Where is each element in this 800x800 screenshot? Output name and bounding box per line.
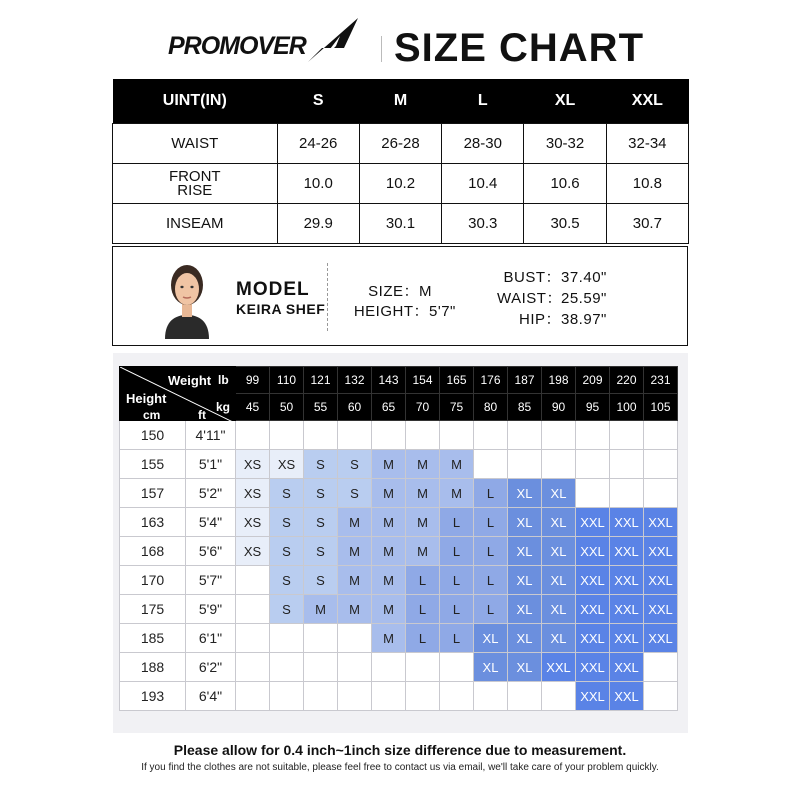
height-ft-cell: 5'6" (186, 537, 236, 566)
hip-value: 38.97" (561, 311, 607, 328)
kg-header-cell: 85 (508, 394, 542, 421)
height-cm-cell: 193 (120, 682, 186, 711)
size-cell: XXL (610, 624, 644, 653)
height-cm-cell: 170 (120, 566, 186, 595)
measurement-table (112, 79, 689, 244)
size-cell: XS (236, 450, 270, 479)
fit-row (120, 682, 678, 711)
size-cell: L (440, 566, 474, 595)
size-header: M (359, 79, 441, 124)
size-cell: M (440, 450, 474, 479)
kg-label: kg (216, 400, 231, 414)
size-cell: XXL (610, 682, 644, 711)
size-cell: M (372, 595, 406, 624)
size-cell: L (406, 566, 440, 595)
measure-cell: 26-28 (359, 124, 441, 164)
height-cm-cell: 150 (120, 421, 186, 450)
header-divider (381, 36, 382, 62)
size-cell (644, 450, 678, 479)
measure-cell: 30.3 (442, 204, 524, 244)
size-cell: M (372, 566, 406, 595)
size-cell: S (304, 479, 338, 508)
size-cell: M (338, 537, 372, 566)
size-cell (372, 653, 406, 682)
size-cell (270, 682, 304, 711)
model-waist (497, 287, 607, 308)
kg-header-cell: 55 (304, 394, 338, 421)
lb-header-cell: 110 (270, 367, 304, 394)
height-cm-cell: 168 (120, 537, 186, 566)
size-cell: XL (474, 653, 508, 682)
ft-label: ft (198, 408, 206, 422)
model-info-box (112, 246, 688, 346)
kg-header-cell: 75 (440, 394, 474, 421)
size-cell: XL (542, 537, 576, 566)
size-cell: L (440, 595, 474, 624)
size-cell (236, 624, 270, 653)
size-label: SIZE： (368, 283, 419, 300)
brand-swoosh-icon (300, 18, 360, 64)
row-label: WAIST (113, 124, 278, 164)
size-cell: L (474, 566, 508, 595)
size-cell (508, 682, 542, 711)
size-cell: XXL (610, 566, 644, 595)
front-rise-row (113, 164, 689, 204)
fit-row (120, 624, 678, 653)
height-ft-cell: 5'1" (186, 450, 236, 479)
size-cell: M (372, 508, 406, 537)
size-cell: L (406, 624, 440, 653)
measure-cell: 28-30 (442, 124, 524, 164)
model-bust (497, 266, 607, 287)
row-label-line: RISE (177, 181, 213, 199)
size-cell (644, 653, 678, 682)
size-cell (236, 566, 270, 595)
weight-label: Weight (168, 373, 212, 388)
size-cell: XXL (576, 653, 610, 682)
size-cell (644, 479, 678, 508)
size-cell: L (440, 508, 474, 537)
size-cell (440, 653, 474, 682)
size-cell: XXL (610, 595, 644, 624)
fit-row (120, 421, 678, 450)
kg-header-cell: 45 (236, 394, 270, 421)
size-cell: M (406, 479, 440, 508)
size-cell (440, 682, 474, 711)
size-cell: XL (508, 653, 542, 682)
size-cell: M (304, 595, 338, 624)
height-value: 5'7" (429, 303, 456, 320)
height-ft-cell: 6'2" (186, 653, 236, 682)
size-header: S (277, 79, 359, 124)
size-cell: XL (508, 479, 542, 508)
waist-label: WAIST： (497, 290, 562, 307)
kg-header-cell: 90 (542, 394, 576, 421)
size-cell (610, 479, 644, 508)
size-cell (372, 682, 406, 711)
measure-cell: 10.0 (277, 164, 359, 204)
size-cell: L (406, 595, 440, 624)
fit-row (120, 479, 678, 508)
bust-label: BUST： (503, 269, 561, 286)
size-cell: XL (508, 595, 542, 624)
size-cell: S (338, 450, 372, 479)
fit-table (119, 366, 678, 711)
fit-row (120, 566, 678, 595)
measure-cell: 10.4 (442, 164, 524, 204)
size-cell: M (338, 508, 372, 537)
size-cell: L (474, 537, 508, 566)
lb-header-cell: 231 (644, 367, 678, 394)
model-size (353, 280, 432, 301)
size-cell (576, 450, 610, 479)
size-cell (304, 421, 338, 450)
size-cell: M (372, 624, 406, 653)
size-cell (270, 624, 304, 653)
size-cell (406, 653, 440, 682)
size-cell: M (372, 450, 406, 479)
lb-header-cell: 220 (610, 367, 644, 394)
height-cm-cell: 185 (120, 624, 186, 653)
size-cell (236, 595, 270, 624)
size-cell: XL (474, 624, 508, 653)
row-label: INSEAM (113, 204, 278, 244)
kg-header-cell: 80 (474, 394, 508, 421)
size-cell: S (304, 566, 338, 595)
size-cell (270, 653, 304, 682)
kg-header-cell: 105 (644, 394, 678, 421)
size-cell (508, 421, 542, 450)
kg-header-cell: 65 (372, 394, 406, 421)
height-ft-cell: 5'4" (186, 508, 236, 537)
measure-cell: 30.5 (524, 204, 606, 244)
fit-row (120, 653, 678, 682)
size-cell: XL (508, 508, 542, 537)
height-ft-cell: 4'11" (186, 421, 236, 450)
size-cell: XXL (576, 624, 610, 653)
size-cell (338, 682, 372, 711)
fit-corner (120, 367, 236, 421)
lb-header-cell: 198 (542, 367, 576, 394)
size-cell: XL (542, 479, 576, 508)
fit-chart (113, 353, 688, 733)
size-cell: M (406, 537, 440, 566)
size-cell (576, 421, 610, 450)
measure-cell: 10.2 (359, 164, 441, 204)
size-cell: L (440, 537, 474, 566)
size-cell: L (440, 624, 474, 653)
kg-header-cell: 60 (338, 394, 372, 421)
height-cm-cell: 163 (120, 508, 186, 537)
size-cell (576, 479, 610, 508)
size-cell (304, 624, 338, 653)
size-cell: XXL (644, 595, 678, 624)
size-cell: XXL (542, 653, 576, 682)
size-cell: S (338, 479, 372, 508)
size-cell (338, 421, 372, 450)
height-cm-cell: 175 (120, 595, 186, 624)
size-cell: XL (508, 537, 542, 566)
size-cell: S (270, 537, 304, 566)
lb-header-cell: 99 (236, 367, 270, 394)
lb-header-cell: 176 (474, 367, 508, 394)
size-header: XXL (606, 79, 688, 124)
model-height (353, 300, 456, 321)
size-cell: XXL (576, 508, 610, 537)
size-header: L (442, 79, 524, 124)
size-cell: XXL (644, 508, 678, 537)
fit-row (120, 508, 678, 537)
size-cell (474, 682, 508, 711)
size-cell: XL (542, 566, 576, 595)
size-cell: XXL (610, 537, 644, 566)
kg-header-cell: 100 (610, 394, 644, 421)
size-cell: XXL (576, 566, 610, 595)
kg-header-cell: 50 (270, 394, 304, 421)
fit-row (120, 595, 678, 624)
size-cell: XS (236, 508, 270, 537)
size-cell (338, 624, 372, 653)
size-cell (406, 421, 440, 450)
size-cell (610, 450, 644, 479)
contact-note: If you find the clothes are not suitable, please feel free to contact us via email, we'll take care of your problem quickly. (141, 762, 659, 773)
height-label: HEIGHT： (353, 303, 429, 320)
size-cell (474, 421, 508, 450)
size-cell: XS (236, 537, 270, 566)
size-cell: XL (542, 595, 576, 624)
lb-header-cell: 121 (304, 367, 338, 394)
model-title: MODEL (236, 279, 310, 300)
size-cell (372, 421, 406, 450)
model-photo (159, 255, 215, 339)
size-cell (644, 682, 678, 711)
fit-row (120, 537, 678, 566)
size-cell: XL (542, 624, 576, 653)
lb-header-cell: 132 (338, 367, 372, 394)
size-cell: S (270, 566, 304, 595)
size-cell: S (270, 479, 304, 508)
size-cell: M (440, 479, 474, 508)
size-cell (610, 421, 644, 450)
height-ft-cell: 5'2" (186, 479, 236, 508)
measure-cell: 30.7 (606, 204, 688, 244)
size-cell (542, 421, 576, 450)
height-cm-cell: 155 (120, 450, 186, 479)
size-cell: XXL (576, 595, 610, 624)
size-cell: M (338, 595, 372, 624)
lb-header-row (120, 367, 678, 394)
size-cell: XL (508, 624, 542, 653)
row-label (113, 164, 278, 204)
model-name: KEIRA SHEF (236, 301, 326, 317)
size-cell (440, 421, 474, 450)
size-cell: XXL (576, 537, 610, 566)
page-header (0, 14, 800, 78)
size-cell: S (270, 508, 304, 537)
size-cell (338, 653, 372, 682)
size-cell: XS (236, 479, 270, 508)
height-ft-cell: 5'9" (186, 595, 236, 624)
size-cell (542, 682, 576, 711)
size-cell: L (474, 508, 508, 537)
size-cell: M (372, 479, 406, 508)
size-cell (406, 682, 440, 711)
measure-cell: 24-26 (277, 124, 359, 164)
size-cell: XXL (610, 508, 644, 537)
size-cell: S (304, 450, 338, 479)
height-label: Height (126, 391, 167, 406)
size-cell (236, 421, 270, 450)
measure-cell: 29.9 (277, 204, 359, 244)
measure-cell: 10.6 (524, 164, 606, 204)
lb-header-cell: 209 (576, 367, 610, 394)
size-cell: XXL (644, 537, 678, 566)
size-cell: XS (270, 450, 304, 479)
page-title: SIZE CHART (394, 26, 644, 70)
height-ft-cell: 6'1" (186, 624, 236, 653)
size-cell (236, 653, 270, 682)
model-hip (497, 308, 607, 329)
size-cell: XL (508, 566, 542, 595)
measure-cell: 10.8 (606, 164, 688, 204)
size-cell: XXL (644, 624, 678, 653)
lb-header-cell: 154 (406, 367, 440, 394)
height-cm-cell: 188 (120, 653, 186, 682)
size-cell (644, 421, 678, 450)
fit-row (120, 450, 678, 479)
row-label-line: FRONT (168, 167, 221, 185)
size-cell: XXL (576, 682, 610, 711)
size-cell (474, 450, 508, 479)
unit-header: UINT(IN) (113, 79, 278, 124)
cm-label: cm (143, 408, 161, 422)
hip-label: HIP： (518, 311, 561, 328)
brand-logo: PROMOVER (168, 32, 306, 60)
lb-header-cell: 187 (508, 367, 542, 394)
size-cell (304, 682, 338, 711)
size-cell: L (474, 479, 508, 508)
measurement-header-row (113, 79, 689, 124)
waist-row (113, 124, 689, 164)
size-cell: L (474, 595, 508, 624)
size-cell: M (406, 508, 440, 537)
size-cell (236, 682, 270, 711)
size-cell (304, 653, 338, 682)
size-cell (270, 421, 304, 450)
size-cell (542, 450, 576, 479)
size-value: M (419, 283, 432, 300)
size-cell: XL (542, 508, 576, 537)
size-cell: M (338, 566, 372, 595)
inseam-row (113, 204, 689, 244)
height-cm-cell: 157 (120, 479, 186, 508)
size-cell: XXL (610, 653, 644, 682)
measure-cell: 30-32 (524, 124, 606, 164)
measurement-note: Please allow for 0.4 inch~1inch size difference due to measurement. (173, 742, 627, 758)
size-header: XL (524, 79, 606, 124)
kg-header-cell: 95 (576, 394, 610, 421)
size-cell: M (406, 450, 440, 479)
measure-cell: 32-34 (606, 124, 688, 164)
lb-header-cell: 143 (372, 367, 406, 394)
measure-cell: 30.1 (359, 204, 441, 244)
size-cell: S (270, 595, 304, 624)
waist-value: 25.59" (561, 290, 607, 307)
lb-label: lb (218, 373, 229, 387)
size-cell: XXL (644, 566, 678, 595)
kg-header-cell: 70 (406, 394, 440, 421)
lb-header-cell: 165 (440, 367, 474, 394)
height-ft-cell: 6'4" (186, 682, 236, 711)
bust-value: 37.40" (561, 269, 607, 286)
model-divider (327, 263, 328, 331)
size-cell: M (372, 537, 406, 566)
height-ft-cell: 5'7" (186, 566, 236, 595)
size-cell: S (304, 508, 338, 537)
size-cell: S (304, 537, 338, 566)
size-cell (508, 450, 542, 479)
